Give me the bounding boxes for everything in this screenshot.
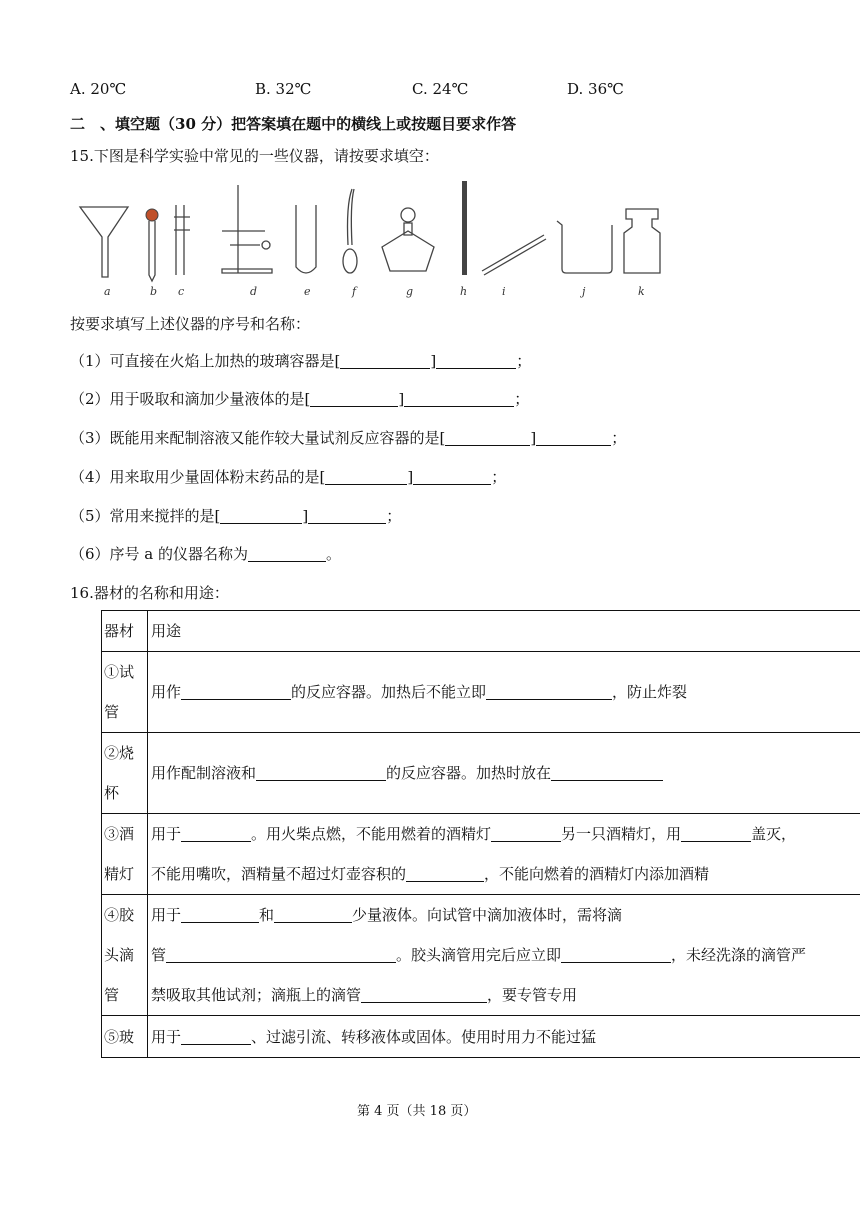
alcohol-lamp-icon (382, 208, 434, 271)
answer-blank[interactable] (274, 907, 352, 923)
usage-cell: 用作配制溶液和 的反应容器。加热时放在 (148, 733, 860, 814)
equipment-name: ①试管 (102, 652, 148, 733)
answer-blank[interactable] (486, 684, 612, 700)
answer-blank[interactable] (445, 430, 530, 446)
usage-cell: 用作 的反应容器。加热后不能立即 ，防止炸裂 (148, 652, 860, 733)
answer-blank[interactable] (681, 826, 751, 842)
q15-instruction: 按要求填写上述仪器的序号和名称： (70, 315, 311, 333)
page-footer: 第 4 页（共 18 页） (357, 1104, 477, 1119)
answer-blank[interactable] (181, 907, 259, 923)
tweezers-icon (482, 235, 546, 275)
table-row (102, 895, 860, 1016)
figure-label-b: b (150, 285, 158, 298)
answer-blank[interactable] (491, 826, 561, 842)
answer-blank[interactable] (436, 353, 516, 369)
figure-label-j: j (582, 285, 586, 298)
figure-label-h: h (460, 285, 468, 298)
table-row (102, 814, 860, 895)
answer-blank[interactable] (248, 546, 326, 562)
option-c: C. 24℃ (412, 80, 469, 98)
test-tube-icon (296, 205, 316, 273)
answer-blank[interactable] (340, 353, 430, 369)
q15-item-5: （5）常用来搅拌的是[ ] ； (70, 507, 402, 525)
q15-item-4: （4）用来取用少量固体粉末药品的是[ ] ； (70, 468, 507, 486)
q15-item-1: （1）可直接在火焰上加热的玻璃容器是[ ] ； (70, 352, 532, 370)
iron-stand-icon (222, 185, 272, 273)
answer-blank[interactable] (181, 684, 291, 700)
answer-blank[interactable] (308, 508, 386, 524)
option-d: D. 36℃ (567, 80, 624, 98)
section-title: 二 、填空题（30 分）把答案填在题中的横线上或按题目要求作答 (70, 115, 517, 133)
option-a: A. 20℃ (70, 80, 127, 98)
answer-blank[interactable] (181, 1029, 251, 1045)
test-tube-clamp-icon (174, 205, 190, 275)
table-row (102, 733, 860, 814)
answer-blank[interactable] (406, 866, 484, 882)
figure-label-g: g (406, 285, 414, 298)
usage-cell: 用于 、过滤引流、转移液体或固体。使用时用力不能过猛 (148, 1016, 860, 1058)
q15-item-2: （2）用于吸取和滴加少量液体的是[ ] ； (70, 390, 530, 408)
header-equipment: 器材 (102, 611, 148, 652)
equipment-name: ⑤玻 (102, 1016, 148, 1058)
equipment-name: ④胶头滴管 (102, 895, 148, 1016)
figure-label-k: k (638, 285, 645, 298)
q15-item-3: （3）既能用来配制溶液又能作较大量试剂反应容器的是[ ] ； (70, 429, 627, 447)
reagent-bottle-icon (624, 209, 660, 273)
beaker-icon (557, 221, 612, 273)
answer-blank[interactable] (166, 947, 396, 963)
glass-rod-icon (462, 181, 467, 275)
figure-label-d: d (250, 285, 258, 298)
table-header-row (102, 611, 860, 652)
header-usage: 用途 (148, 611, 860, 652)
q15-stem: 15.下图是科学实验中常见的一些仪器，请按要求填空： (70, 147, 439, 165)
instrument-figure (70, 175, 670, 300)
q16-stem: 16.器材的名称和用途： (70, 584, 229, 602)
usage-cell: 用于 和 少量液体。向试管中滴加液体时，需将滴 管 。胶头滴管用完后应立即 ，未经洗涤的滴管严 禁吸取其他试剂；滴瓶上的滴管 ，要专管专用 (148, 895, 860, 1016)
answer-blank[interactable] (536, 430, 611, 446)
answer-blank[interactable] (220, 508, 302, 524)
medicine-spoon-icon (343, 189, 357, 273)
option-b: B. 32℃ (255, 80, 312, 98)
table-row (102, 1016, 860, 1058)
answer-blank[interactable] (310, 391, 398, 407)
usage-cell: 用于 。用火柴点燃，不能用燃着的酒精灯 另一只酒精灯，用 盖灭， 不能用嘴吹，酒精量不超过灯壶容积的 ，不能向燃着的酒精灯内添加酒精 (148, 814, 860, 895)
equipment-table (101, 610, 860, 1058)
answer-blank[interactable] (404, 391, 514, 407)
answer-blank[interactable] (551, 765, 663, 781)
answer-blank[interactable] (361, 987, 487, 1003)
answer-blank[interactable] (256, 765, 386, 781)
dropper-icon (146, 209, 158, 281)
q15-item-6: （6）序号 a 的仪器名称为 。 (70, 545, 342, 563)
figure-label-e: e (304, 285, 311, 298)
table-row (102, 652, 860, 733)
answer-blank[interactable] (325, 469, 407, 485)
funnel-icon (80, 207, 128, 277)
figure-label-a: a (104, 285, 111, 298)
equipment-name: ③酒精灯 (102, 814, 148, 895)
figure-label-f: f (352, 285, 357, 298)
answer-blank[interactable] (561, 947, 671, 963)
equipment-name: ②烧杯 (102, 733, 148, 814)
figure-label-c: c (178, 285, 185, 298)
figure-label-i: i (502, 285, 506, 298)
answer-blank[interactable] (413, 469, 491, 485)
answer-blank[interactable] (181, 826, 251, 842)
